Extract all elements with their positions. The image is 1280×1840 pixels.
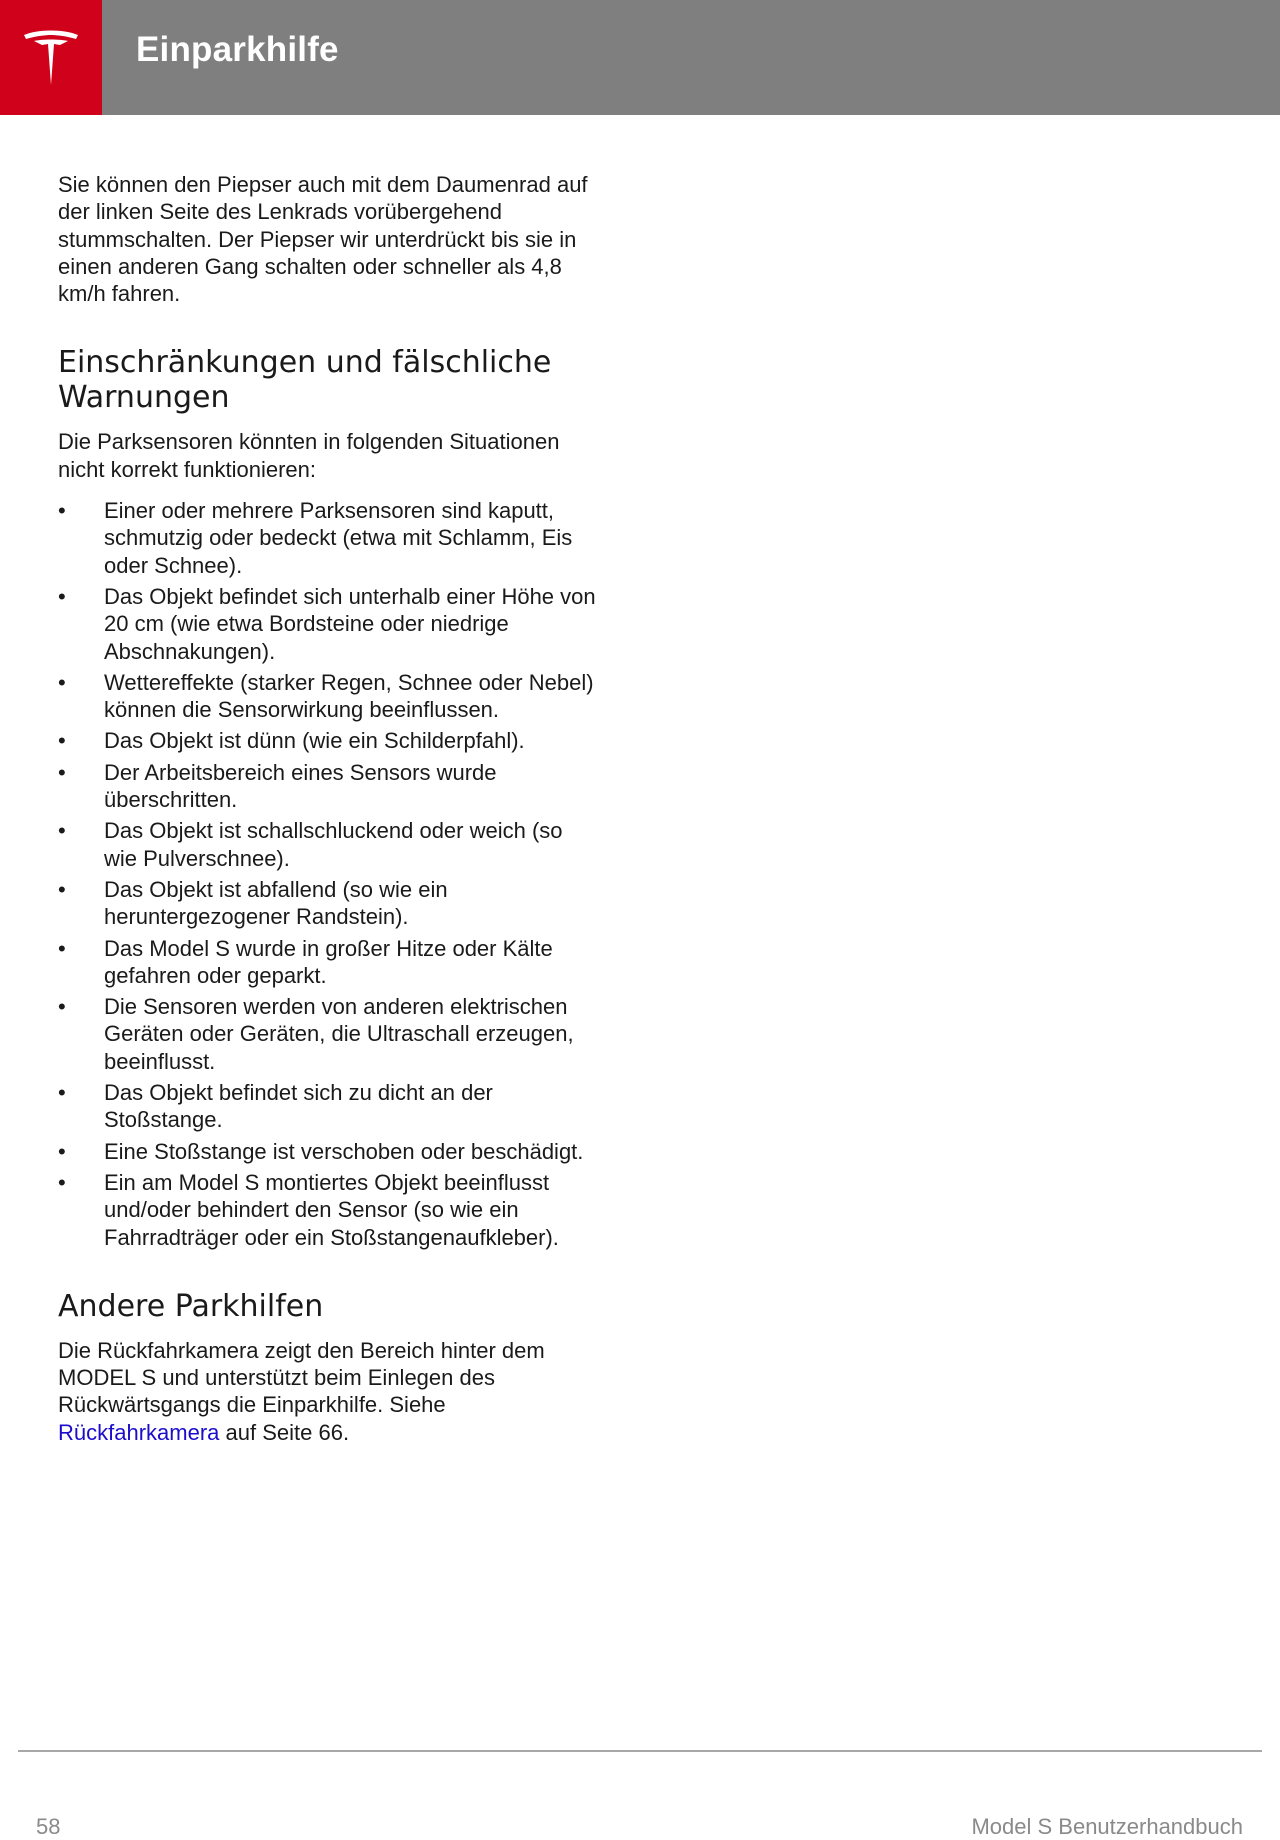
- list-item-text: Das Objekt ist dünn (wie ein Schilderpfahl).: [104, 728, 525, 754]
- list-item-text: Eine Stoßstange ist verschoben oder beschädigt.: [104, 1138, 584, 1164]
- rueckfahrkamera-link[interactable]: Rückfahrkamera: [58, 1419, 220, 1445]
- list-item: [58, 727, 598, 754]
- bullet-icon: •: [58, 935, 66, 961]
- limitations-list: [58, 497, 598, 1251]
- list-item-text: Das Objekt ist schallschluckend oder weich (so wie Pulverschnee).: [104, 818, 563, 871]
- bullet-icon: •: [58, 759, 66, 785]
- list-item-text: Die Sensoren werden von anderen elektrischen Geräten oder Geräten, die Ultraschall erzeugen, beeinflusst.: [104, 994, 574, 1074]
- bullet-icon: •: [58, 876, 66, 902]
- other-aids-heading: Andere Parkhilfen: [58, 1288, 324, 1324]
- list-item-text: Das Objekt befindet sich zu dicht an der Stoßstange.: [104, 1080, 493, 1133]
- list-item: [58, 1138, 598, 1165]
- limitations-lead: Die Parksensoren könnten in folgenden Situationen nicht korrekt funktionieren:: [58, 429, 560, 482]
- bullet-icon: •: [58, 1080, 66, 1106]
- list-item: [58, 876, 598, 931]
- bullet-icon: •: [58, 818, 66, 844]
- page-title: Einparkhilfe: [136, 30, 339, 69]
- other-aids-text: Die Rückfahrkamera zeigt den Bereich hinter dem MODEL S und unterstützt beim Einlegen des Rückwärtsgangs die Einparkhilfe. Siehe: [58, 1337, 545, 1418]
- list-item-text: Das Model S wurde in großer Hitze oder Kälte gefahren oder geparkt.: [104, 935, 553, 988]
- list-item: [58, 1079, 598, 1134]
- footer-divider: [18, 1750, 1262, 1752]
- intro-paragraph: Sie können den Piepser auch mit dem Daumenrad auf der linken Seite des Lenkrads vorübergehend stummschalten. Der Piepser wir unterdrückt bis sie in einen anderen Gang schalten oder schneller als 4,8 km/h fahren.: [58, 172, 588, 307]
- bullet-icon: •: [58, 994, 66, 1020]
- main-content: [58, 171, 598, 1446]
- list-item: [58, 583, 598, 665]
- tesla-logo-icon: [20, 29, 82, 87]
- bullet-icon: •: [58, 1169, 66, 1195]
- list-item: [58, 817, 598, 872]
- other-aids-paragraph: [58, 1337, 598, 1446]
- page-number: 58: [36, 1814, 61, 1839]
- list-item: [58, 1169, 598, 1251]
- list-item-text: Wettereffekte (starker Regen, Schnee oder Nebel) können die Sensorwirkung beeinflussen.: [104, 669, 594, 723]
- bullet-icon: •: [58, 669, 66, 695]
- list-item-text: Der Arbeitsbereich eines Sensors wurde überschritten.: [104, 759, 497, 813]
- bullet-icon: •: [58, 1138, 66, 1164]
- bullet-icon: •: [58, 583, 66, 609]
- manual-title: Model S Benutzerhandbuch: [971, 1814, 1243, 1839]
- list-item-text: Ein am Model S montiertes Objekt beeinflusst und/oder behindert den Sensor (so wie ein Fahrradträger oder ein Stoßstangenaufkleber).: [104, 1169, 559, 1250]
- list-item-text: Einer oder mehrere Parksensoren sind kaputt, schmutzig oder bedeckt (etwa mit Schlamm, Eis oder Schnee).: [104, 498, 573, 578]
- list-item-text: Das Objekt befindet sich unterhalb einer Höhe von 20 cm (wie etwa Bordsteine oder niedrige Abschnakungen).: [104, 583, 596, 664]
- list-item: [58, 993, 598, 1075]
- limitations-heading: Einschränkungen und fälschliche Warnungen: [58, 345, 552, 416]
- list-item: [58, 935, 598, 990]
- page-header: [0, 0, 1280, 115]
- list-item: [58, 497, 598, 579]
- list-item-text: Das Objekt ist abfallend (so wie ein heruntergezogener Randstein).: [104, 876, 448, 930]
- list-item: [58, 759, 598, 814]
- bullet-icon: •: [58, 728, 66, 754]
- list-item: [58, 669, 598, 724]
- other-aids-page-ref: auf Seite 66.: [225, 1419, 350, 1445]
- logo-box: [0, 0, 102, 115]
- bullet-icon: •: [58, 498, 66, 524]
